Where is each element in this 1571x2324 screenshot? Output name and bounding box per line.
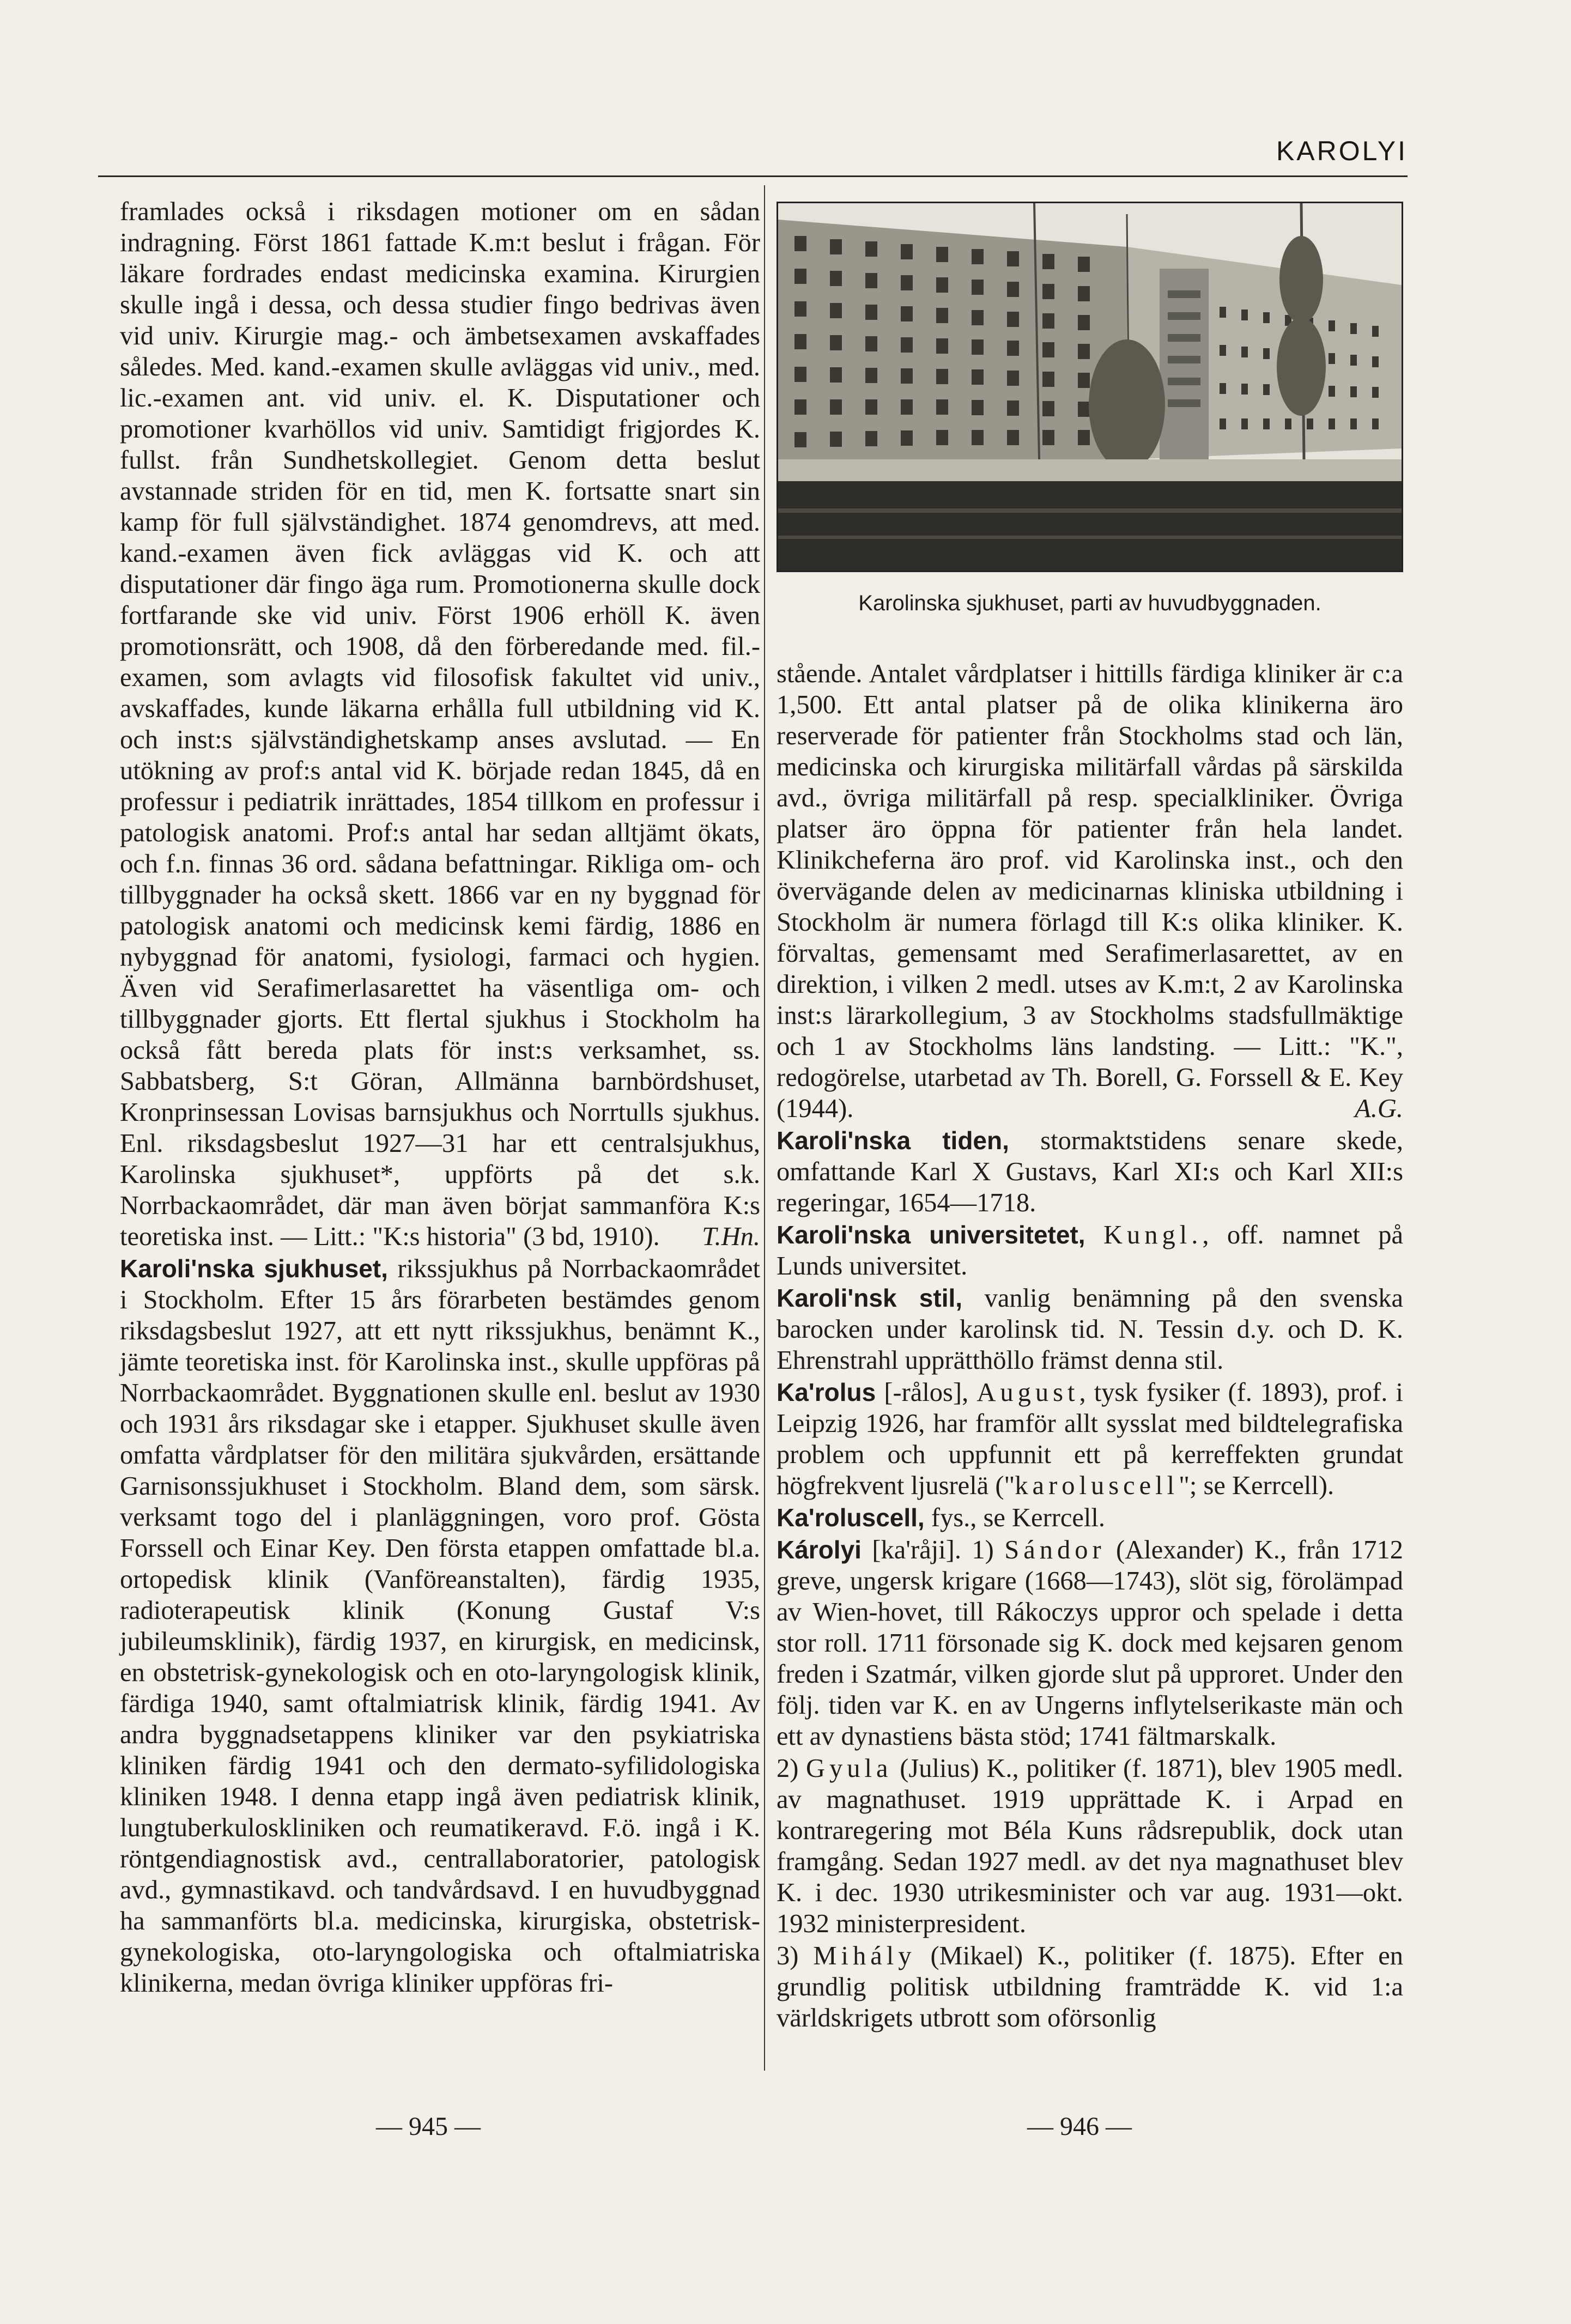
entry-text: [ka'råji]. 1): [861, 1536, 1005, 1564]
header-rule: [98, 175, 1408, 177]
entry-text: 3): [777, 1941, 814, 1970]
entry-text: , tysk fysiker (f. 1893), prof. i Leipzig 1926, har framför allt sysslat med bildtelegrafiska problem och uppfunnit ett på kerreffekten grundat högfrekvent ljusrelä (": [777, 1378, 1403, 1500]
paragraph-text: framlades också i riksdagen motioner om en sådan indragning. Först 1861 fattade K.m:t beslut i frågan. För läkare fordrades endast medicinska examina. Kirurgien skulle ingå i dessa, och dessa studier fingo bedrivas även vid univ. Kirurgie mag.- och ämbetsexamen avskaffades således. Med. kand.-examen skulle avläggas vid univ., med. lic.-examen ant. vid univ. el. K. Disputationer och promotioner kvarhöllos vid univ. Samtidigt frigjordes K. fullst. från Sundhetskollegiet. Genom detta beslut avstannade striden för en tid, men K. fortsatte snart sin kamp för full självständighet. 1874 genomdrevs, att med. kand.-examen även fick avläggas vid K. och att disputationer där fingo äga rum. Promotionerna skulle dock fortfarande ske vid univ. Först 1906 erhöll K. även promotionsrätt, och 1908, då den förberedande med. fil.-examen, som avlagts vid filosofisk fakultet vid univ., avskaffades, kunde läkarna erhålla full utbildning vid K. och inst:s självständighetskamp anses avslutad. — En utökning av prof:s antal vid K. började redan 1845, då en professur i pediatrik inrättades, 1854 tillkom en professur i patologisk anatomi. Prof:s antal har sedan alltjämt ökats, och f.n. finnas 36 ord. sådana befattningar. Rikliga om- och tillbyggnader ha också skett. 1866 var en ny byggnad för patologisk anatomi och medicinsk kemi färdig, 1886 en nybyggnad för anatomi, fysiologi, farmaci och hygien. Även vid Serafimerlasarettet ha väsentliga om- och tillbyggnader gjorts. Ett flertal sjukhus i Stockholm ha också fått bereda plats för inst:s verksamhet, ss. Sabbatsberg, S:t Göran, Allmänna barnbördshuset, Kronprinsessan Lovisas barnsjukhus och Norrtulls sjukhus. Enl. riksdagsbeslut 1927—31 har ett centralsjukhus, Karolinska sjukhuset*, uppförts på det s.k. Norrbackaområdet, där man även börjat sammanföra K:s teoretiska inst. — Litt.: "K:s historia" (3 bd, 1910).: [120, 197, 760, 1251]
spaced-text: Gyula: [806, 1754, 893, 1783]
entry-text: rikssjukhus på Norrbackaområdet i Stockholm. Efter 15 års förarbeten bestämdes genom riksdagsbeslut 1927, att ett nytt rikssjukhus, benämnt K., jämte teoretiska inst. för Karolinska inst., skulle uppföras på Norrbackaområdet. Byggnationen skulle enl. beslut av 1930 och 1931 års riksdagar ske i etapper. Sjukhuset skulle även omfatta vårdplatser för den militära sjukvården, ersättande Garnisonssjukhuset i Stockholm. Bland dem, som särsk. verksamt togo del i planläggningen, voro prof. Gösta Forssell och Einar Key. Den första etappen omfattade bl.a. ortopedisk klinik (Vanföreanstalten), färdig 1935, radioterapeutisk klinik (Konung Gustaf V:s jubileumsklinik), färdig 1937, en kirurgisk, en medicinsk, en obstetrisk-gynekologisk och en oto-laryngologisk klinik, färdiga 1940, samt oftalmiatrisk klinik, färdig 1941. Av andra byggnadsetappens kliniker var den psykiatriska kliniken färdig 1941 och den dermato-syfilidologiska kliniken 1948. I denna etapp ingå även pediatrisk klinik, lungtuberkuloskliniken och reumatikeravd. F.ö. ingå i K. röntgendiagnostisk avd., centrallaboratorier, patologisk avd., gymnastikavd. och tandvårdsavd. I en huvudbyggnad ha sammanförts bl.a. medicinska, kirurgiska, obstetrisk-gynekologiska, oto-laryngologiska och oftalmiatriska klinikerna, medan övriga kliniker uppföras fri-: [120, 1254, 760, 1998]
entry-text: "; se Kerrcell).: [1179, 1471, 1335, 1500]
headword: Karoli'nska universitetet,: [777, 1221, 1085, 1249]
entry-karolinsk-stil: [777, 1283, 1403, 1376]
headword: Karoli'nska tiden,: [777, 1126, 1009, 1155]
page-number-right: — 946 —: [1027, 2112, 1132, 2141]
entry-text: 2): [777, 1754, 806, 1783]
paragraph-text: stående. Antalet vårdplatser i hittills färdiga kliniker är c:a 1,500. Ett antal platser på de olika klinikerna äro reserverade för patienter från Stockholms stad och län, medicinska och kirurgiska militärfall vårdas på särskilda avd., övriga militärfall på resp. specialkliniker. Övriga platser äro öppna för patienter från hela landet. Klinikcheferna äro prof. vid Karolinska inst., och den övervägande delen av medicinarnas kliniska utbildning i Stockholm är numera förlagd till K:s olika kliniker. K. förvaltas, gemensamt med Serafimerlasarettet, av en direktion, i vilken 2 medl. utses av K.m:t, 2 av Karolinska inst:s lärarkollegium, 3 av Stockholms stadsfullmäktige och 1 av Stockholms läns landsting. — Litt.: "K.", redogörelse, utarbetad av Th. Borell, G. Forssell & E. Key (1944).: [777, 659, 1403, 1123]
spaced-text: August: [976, 1378, 1079, 1407]
entry-text: fys., se Kerrcell.: [924, 1503, 1106, 1532]
author-signature: T.Hn.: [702, 1222, 760, 1251]
left-column: [120, 196, 760, 2000]
page-number-left: — 945 —: [376, 2112, 481, 2141]
entry-karolinska-tiden: [777, 1125, 1403, 1218]
entry-karolus: [777, 1377, 1403, 1501]
entry-karolinska-sjukhuset: [120, 1253, 760, 1999]
column-divider: [764, 185, 765, 2071]
hospital-photo: [777, 202, 1403, 572]
entry-text: [-rålos],: [876, 1378, 977, 1407]
running-head: KAROLYI: [1276, 136, 1408, 166]
entry-karolyi-gyula: [777, 1753, 1403, 1939]
headword: Karoli'nsk stil,: [777, 1284, 963, 1312]
entry-karoluscell: [777, 1502, 1403, 1533]
entry-text: stormaktstidens senare skede, omfattande Karl X Gustavs, Karl XI:s och Karl XII:s regeringar, 1654—1718.: [777, 1126, 1404, 1217]
headword: Karoli'nska sjukhuset,: [120, 1254, 388, 1283]
entry-text: (Julius) K., politiker (f. 1871), blev 1905 medl. av magnathuset. 1919 upprättade K. i Arpad en kontraregering mot Béla Kuns rådsrepublik, dock utan framgång. Sedan 1927 medl. av det nya magnathuset blev K. i dec. 1930 utrikesminister och var aug. 1931—okt. 1932 ministerpresident.: [777, 1754, 1403, 1938]
author-signature: A.G.: [1355, 1094, 1403, 1123]
entry-karolinska-universitetet: [777, 1219, 1403, 1282]
spaced-text: Kungl.: [1103, 1221, 1203, 1249]
entry-text: (Alexander) K., från 1712 greve, ungersk krigare (1668—1743), slöt sig, förolämpad av Wien-hovet, till Rákoczys uppror och spelade i detta stor roll. 1711 försonade sig K. dock med kejsaren genom freden i Szatmár, vilken gjorde slut på upproret. Under den följ. tiden var K. en av Ungerns inflytelserikaste män och ett av dynastiens bästa stöd; 1741 fältmarskalk.: [777, 1536, 1403, 1751]
entry-karolyi-mihaly: [777, 1940, 1403, 2034]
spaced-text: Mihály: [813, 1941, 916, 1970]
article-text: [777, 658, 1403, 1124]
spaced-text: karoluscell: [1015, 1471, 1179, 1500]
entry-text: , off. namnet på Lunds universitet.: [777, 1221, 1403, 1281]
entry-karolyi: [777, 1534, 1403, 1752]
right-column: [777, 658, 1403, 2035]
article-text: [120, 196, 760, 1252]
figure-caption: Karolinska sjukhuset, parti av huvudbyggnaden.: [858, 591, 1321, 615]
headword: Károlyi: [777, 1536, 862, 1564]
building-illustration: [778, 203, 1402, 571]
spaced-text: Sándor: [1004, 1536, 1106, 1564]
headword: Ka'rolus: [777, 1378, 876, 1406]
entry-text: vanlig benämning på den svenska barocken under karolinsk tid. N. Tessin d.y. och D. K. Ehrenstrahl upprätthöllo främst denna stil.: [777, 1284, 1403, 1375]
headword: Ka'roluscell,: [777, 1503, 925, 1532]
entry-text: (Mikael) K., politiker (f. 1875). Efter en grundlig politisk utbildning framträdde K. vid 1:a världskrigets utbrott som oförsonlig: [777, 1941, 1403, 2032]
